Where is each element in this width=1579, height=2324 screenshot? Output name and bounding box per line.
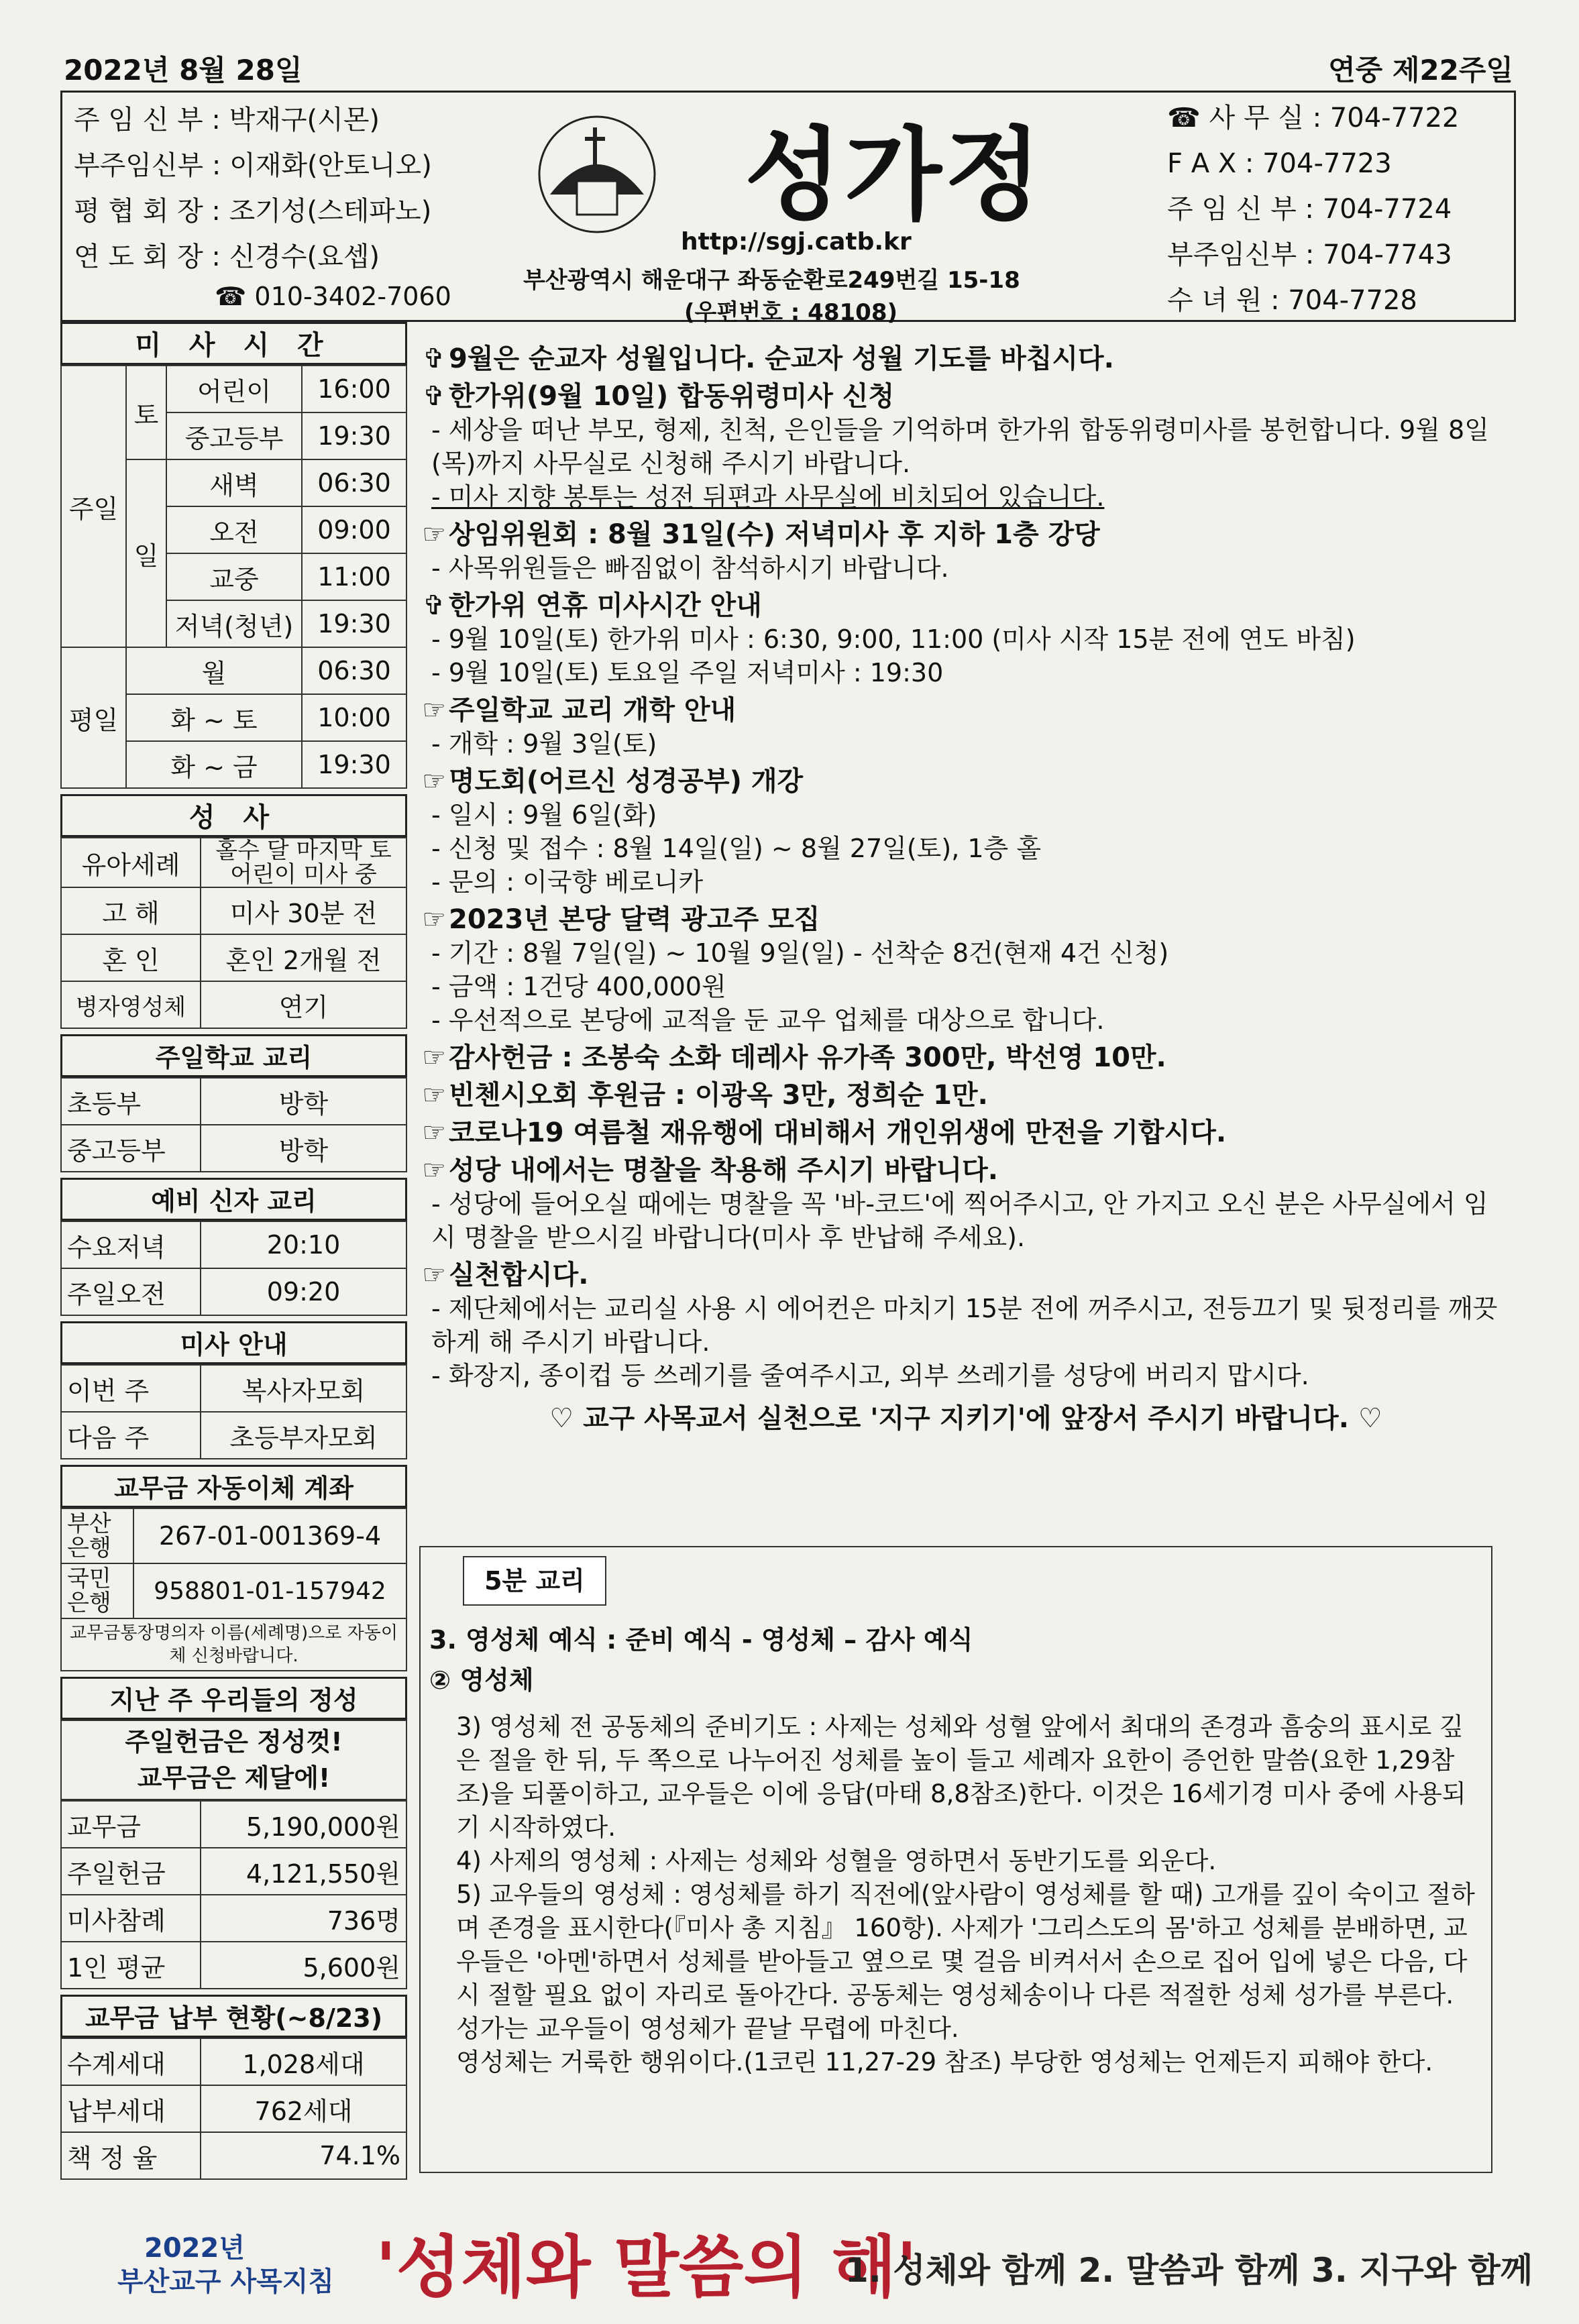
parish-address: 부산광역시 해운대구 좌동순환로249번길 15-18: [523, 267, 1020, 294]
notice-item: ☞ 빈첸시오회 후원금 : 이광옥 3만, 정희순 1만.: [422, 1080, 988, 1111]
catechism-label: 5분 교리: [463, 1556, 606, 1606]
sun-label: 일: [126, 459, 166, 647]
dues-title: 교무금 납부 현황(~8/23): [60, 1995, 407, 2038]
notice-item: ✞ 한가위(9월 10일) 합동위령미사 신청 - 세상을 떠난 부모, 형제, 친척, 은인들을 기억하며 한가위 합동위령미사를 봉헌합니다. 9월 8일(목)까지 사무실로 신청해 주시기 바랍니다. - 미사 지향 봉투는 성전 뒤편과 사무실에 비치되어 있습니다.: [423, 381, 1489, 512]
clergy-list: [74, 97, 432, 280]
notice-item: ☞ 명도회(어르신 성경공부) 개강 - 일시 : 9월 6일(화) - 신청 및 접수 : 8월 14일(일) ~ 8월 27일(토), 1층 홀 - 문의 : 이국향 베로니카: [422, 766, 1042, 897]
notice-item: ☞ 성당 내에서는 명찰을 착용해 주시기 바랍니다. - 성당에 들어오실 때에는 명찰을 꼭 '바-코드'에 찍어주시고, 안 가지고 오신 분은 사무실에서 임시 명찰을 받으시길 바랍니다(미사 후 반납해 주세요).: [422, 1155, 1488, 1252]
clergy-row: 부주임신부 : 이재화(안토니오): [74, 150, 432, 181]
catechism-para: 3) 영성체 전 공동체의 준비기도 : 사제는 성체와 성혈 앞에서 최대의 존경과 흠숭의 표시로 깊은 절을 한 뒤, 두 쪽으로 나누어진 성체를 높이 들고 세례자 요한이 증언한 말씀(요한 1,29참조)을 되풀이하고, 교우들은 이에 응답(마태 8,8참조)한다. 이것은 16세기경 미사 중에 사용되기 시작하였다.: [456, 1712, 1466, 1842]
contact-row: 부주임신부 : 704-7743: [1167, 239, 1452, 270]
sacraments-title: 성 사: [60, 794, 407, 837]
contact-row: 수 녀 원 : 704-7728: [1167, 285, 1417, 316]
notice-item: ✞ 한가위 연휴 미사시간 안내 - 9월 10일(토) 한가위 미사 : 6:30, 9:00, 11:00 (미사 시작 15분 전에 연도 바침) - 9월 10일(토) 토요일 주일 저녁미사 : 19:30: [423, 590, 1356, 687]
parish-postal: (우편번호 : 48108): [684, 299, 898, 326]
mass-times-title: 미 사 시 간: [60, 322, 407, 365]
church-logo: [537, 114, 657, 235]
auto-transfer-table: 부산 은행 267-01-001369-4 국민 은행 958801-01-157942 교무금통장명의자 이름(세례명)으로 자동이체 신청바랍니다.: [60, 1508, 407, 1671]
pastoral-motto: '성체와 말씀의 해': [376, 2227, 918, 2307]
notice-item: ☞ 코로나19 여름철 재유행에 대비해서 개인위생에 만전을 기합시다.: [422, 1117, 1227, 1148]
contact-row: 주 임 신 부 : 704-7724: [1167, 194, 1452, 225]
clergy-row: 평 협 회 장 : 조기성(스테파노): [74, 196, 432, 227]
catechism-text: [429, 1623, 1482, 2079]
catechism-para: 5) 교우들의 영성체 : 영성체를 하기 직전에(앞사람이 영성체를 할 때) 고개를 깊이 숙이고 절하며 존경을 표시한다(『미사 총 지침』 160항). 사제가 '그리스도의 몸'하고 성체를 분배하면, 교우들은 '아멘'하면서 성체를 받아들고 옆으로 몇 걸음 비켜서서 손으로 집어 입에 넣은 다음, 다시 절할 필요 없이 자리로 돌아간다. 공동체는 영성체송이나 다른 적절한 성체 성가를 부른다. 성가는 교우들이 영성체가 끝날 무렵에 마친다.: [456, 1880, 1475, 2043]
dues-table: 수계세대 1,028세대 납부세대 762세대 책 정 율 74.1%: [60, 2038, 407, 2180]
catechism-heading: 3. 영성체 예식 : 준비 예식 - 영성체 – 감사 예식: [429, 1625, 973, 1655]
parish-url[interactable]: http://sgj.catb.kr: [681, 228, 912, 256]
auto-transfer-title: 교무금 자동이체 계좌: [60, 1465, 407, 1508]
catechumen-table: 수요저녁 20:10 주일오전 09:20: [60, 1221, 407, 1316]
notice-item: ✞ 9월은 순교자 성월입니다. 순교자 성월 기도를 바칩시다.: [423, 343, 1114, 374]
parish-name: 성가정: [745, 117, 1044, 234]
pastoral-year: 2022년: [144, 2233, 245, 2264]
contact-row: F A X : 704-7723: [1167, 148, 1392, 179]
earth-protection-line: ♡ 교구 사목교서 실천으로 '지구 지키기'에 앞장서 주시기 바랍니다. ♡: [549, 1403, 1382, 1434]
notice-item: ☞ 실천합시다. - 제단체에서는 교리실 사용 시 에어컨은 마치기 15분 전에 꺼주시고, 전등끄기 및 뒷정리를 깨끗하게 해 주시기 바랍니다. - 화장지, 종이컵 등 쓰레기를 줄여주시고, 외부 쓰레기를 성당에 버리지 맙시다.: [422, 1260, 1498, 1390]
offering-table: 교무금 5,190,000원 주일헌금 4,121,550원 미사참례 736명 1인 평균 5,600원: [60, 1800, 407, 1989]
catechism-para: 영성체는 거룩한 행위이다.(1코린 11,27-29 참조) 부당한 영성체는 언제든지 피해야 한다.: [456, 2048, 1433, 2077]
sunday-school-title: 주일학교 교리: [60, 1034, 407, 1077]
weekday-label: 평일: [61, 647, 126, 788]
notice-item: ☞ 감사헌금 : 조봉숙 소화 데레사 유가족 300만, 박선영 10만.: [422, 1042, 1166, 1073]
sacraments-table: 유아세례 홀수 달 마지막 토 어린이 미사 중 고 해 미사 30분 전 혼 인 혼인 2개월 전 병자영성체 연기: [60, 837, 407, 1029]
offering-title: 지난 주 우리들의 정성: [60, 1677, 407, 1720]
liturgical-week: 연중 제22주일: [1328, 54, 1513, 87]
notices: [419, 342, 1513, 1435]
pastoral-points: 1. 성체와 함께 2. 말씀과 함께 3. 지구와 함께: [845, 2251, 1533, 2290]
mass-times-table: 주일 토 어린이 16:00 중고등부 19:30 일 새벽 06:30 오전 09:00 교중 11:00 저녁(청년) 19:30 평일 월 06:30 화 ~ 토 10:00 화 ~ 금 19:30: [60, 365, 407, 789]
notice-item: ☞ 상임위원회 : 8월 31일(수) 저녁미사 후 지하 1층 강당 - 사목위원들은 빠짐없이 참석하시기 바랍니다.: [422, 519, 1100, 583]
pastoral-org: 부산교구 사목지침: [117, 2266, 335, 2297]
left-column: [60, 322, 407, 2180]
sunday-label: 주일: [61, 366, 126, 647]
notice-item: ☞ 2023년 본당 달력 광고주 모집 - 기간 : 8월 7일(일) ~ 10월 9일(일) - 선착순 8건(현재 4건 신청) - 금액 : 1건당 400,000원 - 우선적으로 본당에 교적을 둔 교우 업체를 대상으로 합니다.: [422, 904, 1169, 1035]
contact-row: ☎ 사 무 실 : 704-7722: [1167, 103, 1460, 133]
offering-slogans: 주일헌금은 정성껏! 교무금은 제달에!: [60, 1720, 407, 1800]
clergy-row: 주 임 신 부 : 박재구(시몬): [74, 105, 380, 135]
contact-list: [1167, 95, 1459, 323]
sunday-school-table: 초등부 방학 중고등부 방학: [60, 1077, 407, 1172]
catechism-para: 4) 사제의 영성체 : 사제는 성체와 성혈을 영하면서 동반기도를 외운다.: [456, 1846, 1217, 1875]
catechumen-title: 예비 신자 교리: [60, 1178, 407, 1221]
notice-item: ☞ 주일학교 교리 개학 안내 - 개학 : 9월 3일(토): [422, 695, 737, 759]
mass-guide-title: 미사 안내: [60, 1321, 407, 1364]
issue-date: 2022년 8월 28일: [64, 54, 303, 87]
mass-guide-table: 이번 주 복사자모회 다음 주 초등부자모회: [60, 1364, 407, 1459]
sat-label: 토: [126, 366, 166, 459]
president-phone: ☎ 010-3402-7060: [215, 282, 451, 311]
clergy-row: 연 도 회 장 : 신경수(요셉): [74, 241, 380, 272]
catechism-sub: ② 영성체: [429, 1665, 534, 1695]
